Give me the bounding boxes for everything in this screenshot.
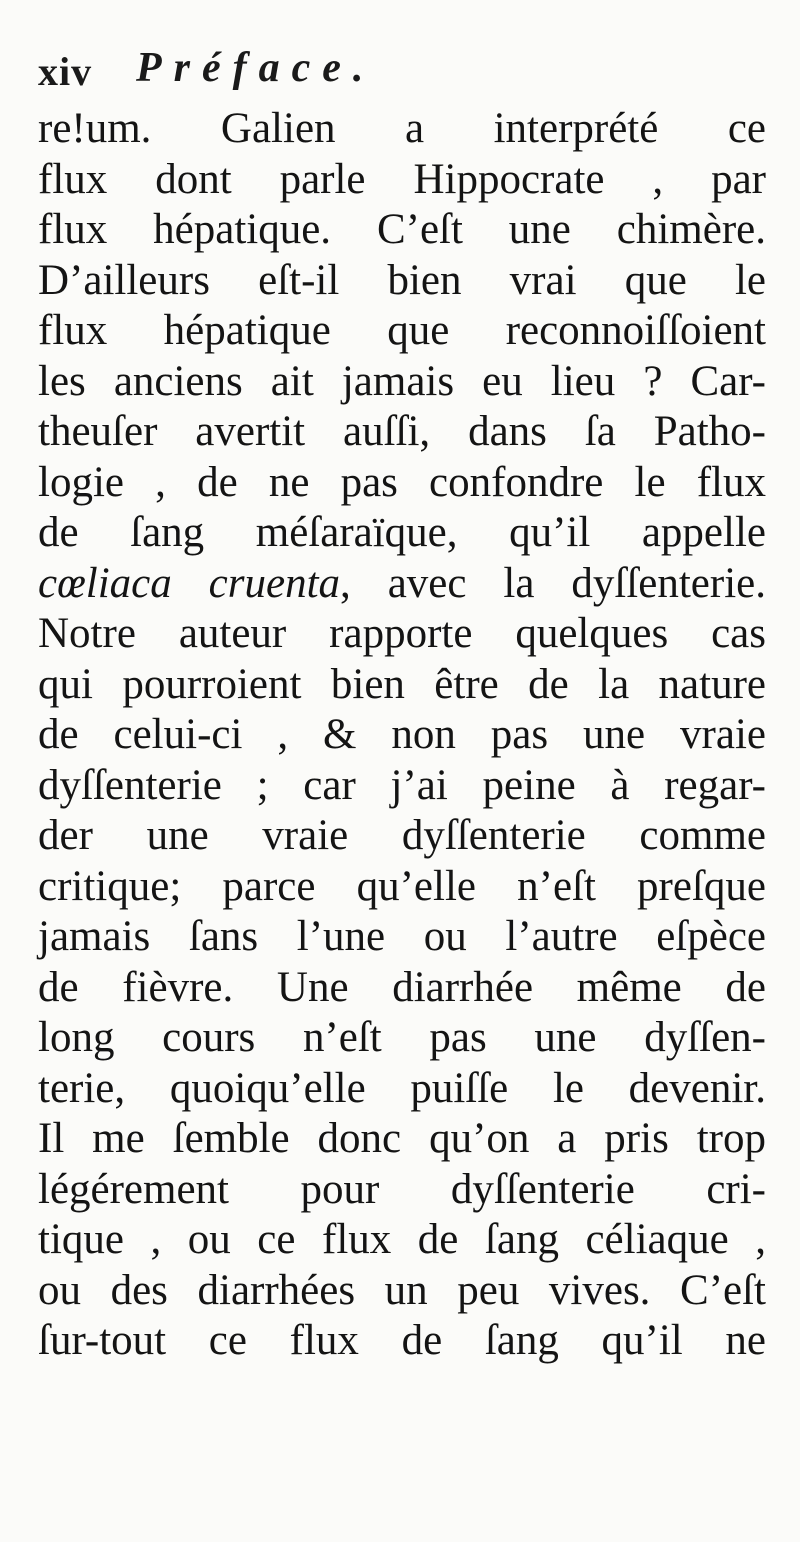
text-line-mixed	[38, 559, 766, 610]
text-line-rest: , avec la dyſſenterie.	[340, 559, 766, 607]
text-line: ou des diarrhées un peu vives. C’eſt	[38, 1266, 766, 1314]
text-line: flux dont parle Hippocrate , par	[38, 155, 766, 203]
text-line: légérement pour dyſſenterie cri-	[38, 1165, 766, 1213]
page-number: xiv	[38, 49, 93, 94]
text-line: critique; parce qu’elle n’eſt preſque	[38, 862, 766, 910]
text-line: terie, quoiqu’elle puiſſe le devenir.	[38, 1064, 766, 1112]
text-line: de fièvre. Une diarrhée même de	[38, 963, 766, 1011]
italic-latin-term: cœliaca cruenta	[38, 559, 341, 607]
text-line: D’ailleurs eſt-il bien vrai que le	[38, 256, 766, 304]
text-line: qui pourroient bien être de la nature	[38, 660, 766, 708]
running-head: Préface.	[136, 45, 376, 91]
text-line: flux hépatique que reconnoiſſoient	[38, 307, 766, 354]
text-line: logie , de ne pas confondre le flux	[38, 458, 766, 506]
text-line: Il me ſemble donc qu’on a pris trop	[38, 1115, 766, 1162]
text-line: long cours n’eſt pas une dyſſen-	[38, 1014, 766, 1061]
text-line: de ſang méſaraïque, qu’il appelle	[38, 509, 766, 556]
text-line: theuſer avertit auſſi, dans ſa Patho-	[38, 408, 766, 455]
text-line: ſur-tout ce flux de ſang qu’il ne	[38, 1317, 766, 1364]
text-line: jamais ſans l’une ou l’autre eſpèce	[38, 913, 766, 960]
text-line: dyſſenterie ; car j’ai peine à regar-	[38, 761, 766, 809]
page-header	[38, 40, 758, 100]
body-text	[38, 104, 766, 1367]
text-line: flux hépatique. C’eſt une chimère.	[38, 206, 766, 253]
text-line: de celui-ci , & non pas une vraie	[38, 711, 766, 758]
text-line: Notre auteur rapporte quelques cas	[38, 610, 766, 657]
text-line: reǃum. Galien a interprété ce	[38, 105, 766, 152]
text-line: der une vraie dyſſenterie comme	[38, 812, 766, 859]
text-line: tique , ou ce flux de ſang céliaque ,	[38, 1216, 766, 1263]
text-line: les anciens ait jamais eu lieu ? Car-	[38, 357, 766, 405]
